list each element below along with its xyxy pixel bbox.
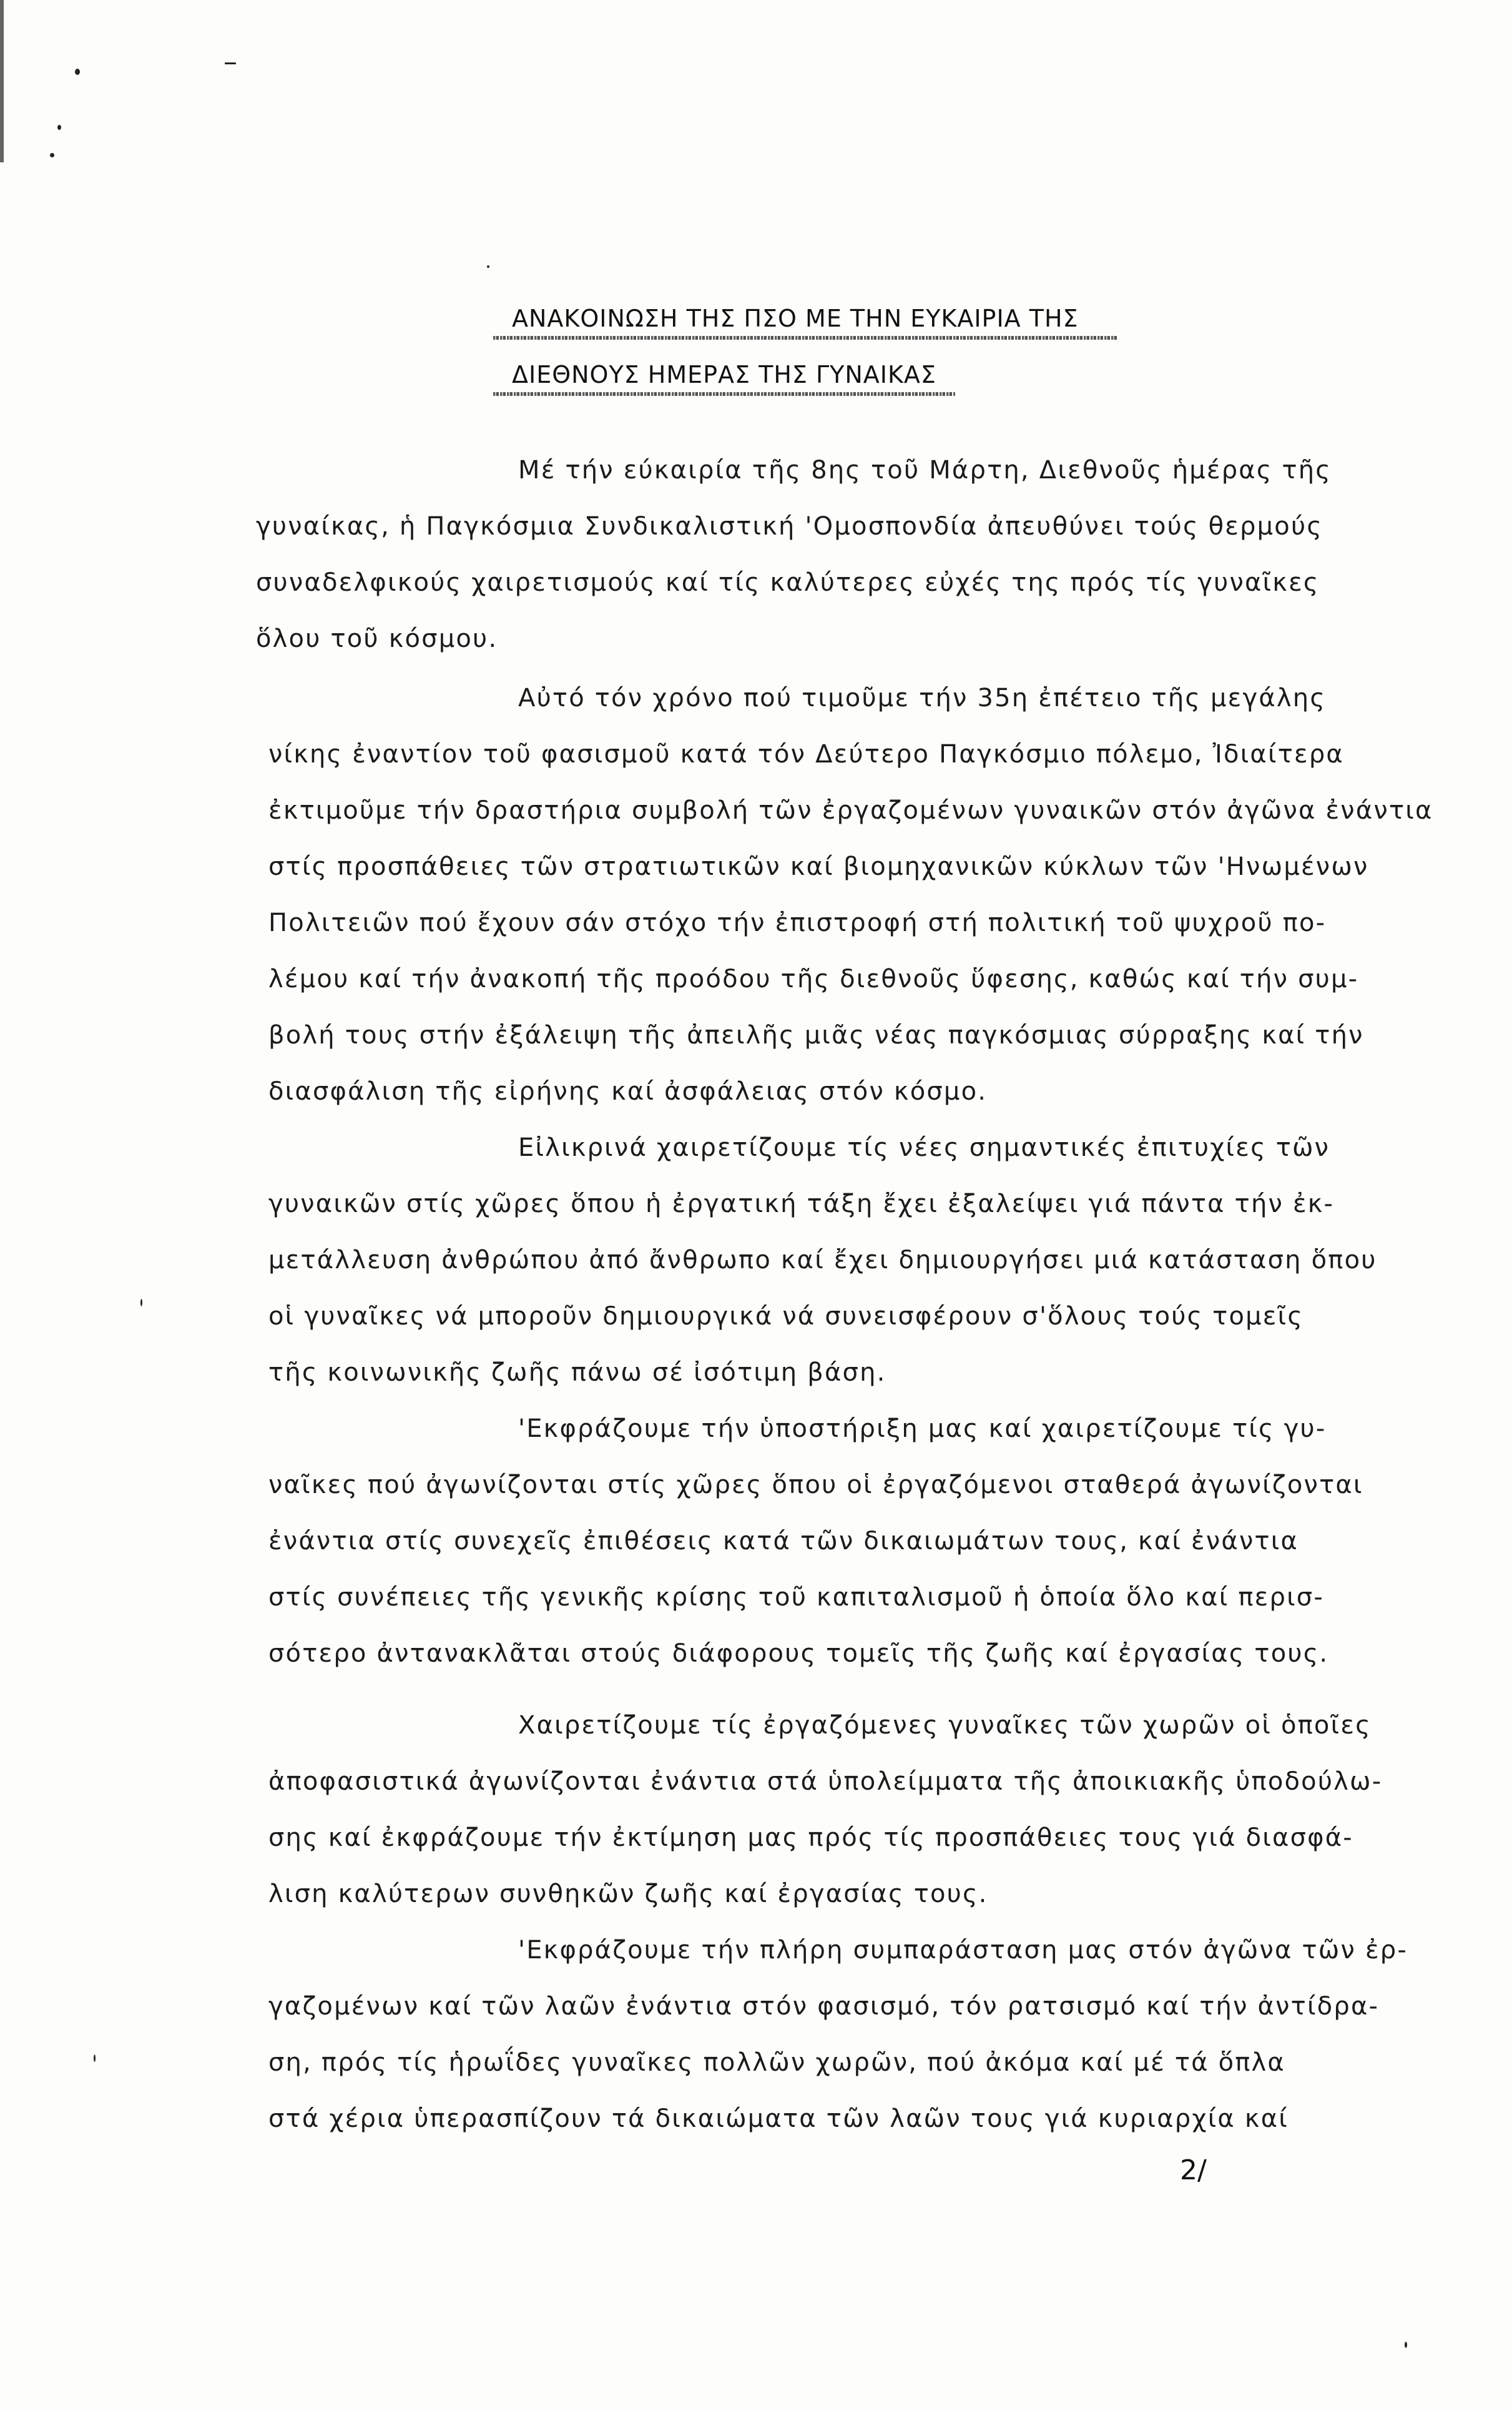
text-line: μετάλλευση ἀνθρώπου ἀπό ἄνθρωπο καί ἔχει δημιουργήσει μιά κατάσταση ὅπου xyxy=(268,1246,1377,1275)
document-title-line-2: ΔΙΕΘΝΟΥΣ ΗΜΕΡΑΣ ΤΗΣ ΓΥΝΑΙΚΑΣ xyxy=(512,361,936,388)
text-line: λιση καλύτερων συνθηκῶν ζωῆς καί ἐργασίας τους. xyxy=(268,1880,988,1908)
scan-speck xyxy=(94,2054,96,2062)
scan-speck xyxy=(50,153,54,157)
scan-speck xyxy=(487,265,489,268)
text-line: ση, πρός τίς ἡρωΐδες γυναῖκες πολλῶν χωρῶν, πού ἀκόμα καί μέ τά ὅπλα xyxy=(268,2048,1285,2077)
text-line: νίκης ἐναντίον τοῦ φασισμοῦ κατά τόν Δεύτερο Παγκόσμιο πόλεμο, Ἰδιαίτερα xyxy=(268,740,1344,769)
text-line: ὅλου τοῦ κόσμου. xyxy=(256,624,498,653)
text-line: διασφάλιση τῆς εἰρήνης καί ἀσφάλειας στόν κόσμο. xyxy=(268,1077,988,1106)
text-line: Εἰλικρινά χαιρετίζουμε τίς νέες σημαντικές ἐπιτυχίες τῶν xyxy=(518,1133,1330,1162)
text-line: στίς προσπάθειες τῶν στρατιωτικῶν καί βιομηχανικῶν κύκλων τῶν 'Ηνωμένων xyxy=(268,852,1369,881)
scan-edge-mark xyxy=(0,0,15,162)
title-underline-2 xyxy=(493,392,955,396)
text-line: στίς συνέπειες τῆς γενικῆς κρίσης τοῦ καπιταλισμοῦ ἡ ὁποία ὅλο καί περισ- xyxy=(268,1583,1324,1612)
scan-speck xyxy=(225,62,236,64)
text-line: ναῖκες πού ἀγωνίζονται στίς χῶρες ὅπου οἱ ἐργαζόμενοι σταθερά ἀγωνίζονται xyxy=(268,1471,1363,1499)
text-line: ἐκτιμοῦμε τήν δραστήρια συμβολή τῶν ἐργαζομένων γυναικῶν στόν ἀγῶνα ἐνάντια xyxy=(268,796,1433,825)
text-line: 'Εκφράζουμε τήν ὑποστήριξη μας καί χαιρετίζουμε τίς γυ- xyxy=(518,1414,1327,1443)
page-number: 2/ xyxy=(1180,2154,1207,2186)
text-line: σότερο ἀντανακλᾶται στούς διάφορους τομεῖς τῆς ζωῆς καί ἐργασίας τους. xyxy=(268,1639,1329,1668)
scan-speck xyxy=(75,69,80,75)
scan-speck xyxy=(57,125,61,130)
text-line: σης καί ἐκφράζουμε τήν ἐκτίμηση μας πρός τίς προσπάθειες τους γιά διασφά- xyxy=(268,1823,1353,1852)
text-line: βολή τους στήν ἐξάλειψη τῆς ἀπειλῆς μιᾶς νέας παγκόσμιας σύρραξης καί τήν xyxy=(268,1021,1364,1050)
text-line: λέμου καί τήν ἀνακοπή τῆς προόδου τῆς διεθνοῦς ὕφεσης, καθώς καί τήν συμ- xyxy=(268,965,1359,993)
text-line: τῆς κοινωνικῆς ζωῆς πάνω σέ ἰσότιμη βάση. xyxy=(268,1358,886,1387)
text-line: γαζομένων καί τῶν λαῶν ἐνάντια στόν φασισμό, τόν ρατσισμό καί τήν ἀντίδρα- xyxy=(268,1992,1380,2021)
title-underline-1 xyxy=(493,336,1117,340)
text-line: Αὐτό τόν χρόνο πού τιμοῦμε τήν 35η ἐπέτειο τῆς μεγάλης xyxy=(518,684,1327,712)
text-line: Πολιτειῶν πού ἔχουν σάν στόχο τήν ἐπιστροφή στή πολιτική τοῦ ψυχροῦ πο- xyxy=(268,909,1327,937)
text-line: οἱ γυναῖκες νά μποροῦν δημιουργικά νά συνεισφέρουν σ'ὅλους τούς τομεῖς xyxy=(268,1302,1304,1331)
text-line: Χαιρετίζουμε τίς ἐργαζόμενες γυναῖκες τῶν χωρῶν οἱ ὁποῖες xyxy=(518,1711,1372,1740)
scan-speck xyxy=(1405,2342,1407,2348)
text-line: 'Εκφράζουμε τήν πλήρη συμπαράσταση μας στόν ἀγῶνα τῶν ἐρ- xyxy=(518,1936,1408,1965)
text-line: ἐνάντια στίς συνεχεῖς ἐπιθέσεις κατά τῶν δικαιωμάτων τους, καί ἐνάντια xyxy=(268,1527,1299,1556)
scan-speck xyxy=(140,1299,142,1306)
text-line: γυναικῶν στίς χῶρες ὅπου ἡ ἐργατική τάξη ἔχει ἐξαλείψει γιά πάντα τήν ἐκ- xyxy=(268,1190,1335,1218)
text-line: γυναίκας, ἡ Παγκόσμια Συνδικαλιστική 'Ομοσπονδία ἀπευθύνει τούς θερμούς xyxy=(256,512,1323,541)
text-line: στά χέρια ὑπερασπίζουν τά δικαιώματα τῶν λαῶν τους γιά κυριαρχία καί xyxy=(268,2104,1289,2133)
text-line: ἀποφασιστικά ἀγωνίζονται ἐνάντια στά ὑπολείμματα τῆς ἀποικιακῆς ὑποδούλω- xyxy=(268,1767,1383,1796)
document-title-line-1: ΑΝΑΚΟΙΝΩΣΗ ΤΗΣ ΠΣΟ ΜΕ ΤΗΝ ΕΥΚΑΙΡΙΑ ΤΗΣ xyxy=(512,305,1079,332)
text-line: συναδελφικούς χαιρετισμούς καί τίς καλύτερες εὐχές της πρός τίς γυναῖκες xyxy=(256,568,1320,597)
text-line: Μέ τήν εύκαιρία τῆς 8ης τοῦ Μάρτη, Διεθνοῦς ἡμέρας τῆς xyxy=(518,456,1332,485)
